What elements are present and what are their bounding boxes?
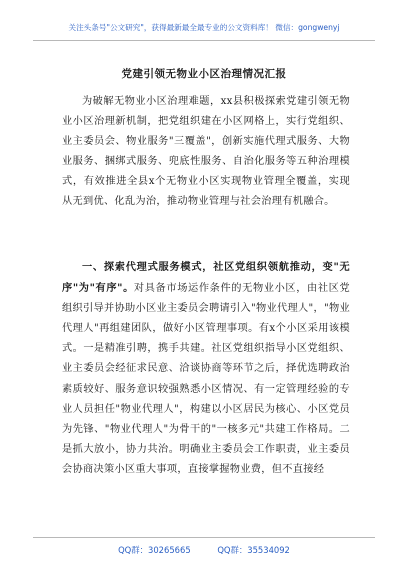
section-1-paragraph: [62, 257, 350, 480]
footer-qq-group-2: QQ群：35534092: [217, 545, 290, 555]
section-1-heading: 一、探索代理式服务模式，社区党组织领航推动，变"无序"为"有序"。: [62, 261, 350, 295]
footer-qq-group-1: QQ群：30265665: [118, 545, 191, 555]
intro-paragraph: 为破解无物业小区治理难题，xx县积极探索党建引领无物业小区治理新机制，把党组织建在小区网格上，实行党组织、业主委员会、物业服务"三覆盖"，创新实施代理式服务、大物业服务、捆绑式服务、兜底性服务、自治化服务等五种治理模式，有效推进全县x个无物业小区实现物业管理全覆盖，实现从无到优、化乱为治，推动物业管理与社会治理有机融合。: [62, 96, 350, 208]
footer-divider: [33, 537, 375, 538]
header-banner: 关注头条号"公文研究"，获得最新最全最专业的公文资料库！ 微信：gongwenyj: [68, 23, 340, 32]
header-divider: [33, 40, 375, 41]
document-title: 党建引领无物业小区治理情况汇报: [121, 68, 287, 80]
footer: [0, 544, 408, 556]
section-1-body: 对具备市场运作条件的无物业小区，由社区党组织引导并协助小区业主委员会聘请引入"物业代理人"，"物业代理人"再组建团队，做好小区管理事项。有x个小区采用该模式。一是精准引聘，携手共建。社区党组织指导小区党组织、业主委员会经征求民意、洽谈协商等环节之后，择优选聘政治素质较好、服务意识较强熟悉小区情况、有一定管理经验的专业人员担任"物业代理人"，构建以小区居民为核心、小区党员为先锋、"物业代理人"为骨干的"一核多元"共建工作格局。二是抓大放小，协力共治。明确业主委员会工作职责，业主委员会协商决策小区重大事项，直接掌握物业费，但不直接经: [62, 283, 350, 475]
